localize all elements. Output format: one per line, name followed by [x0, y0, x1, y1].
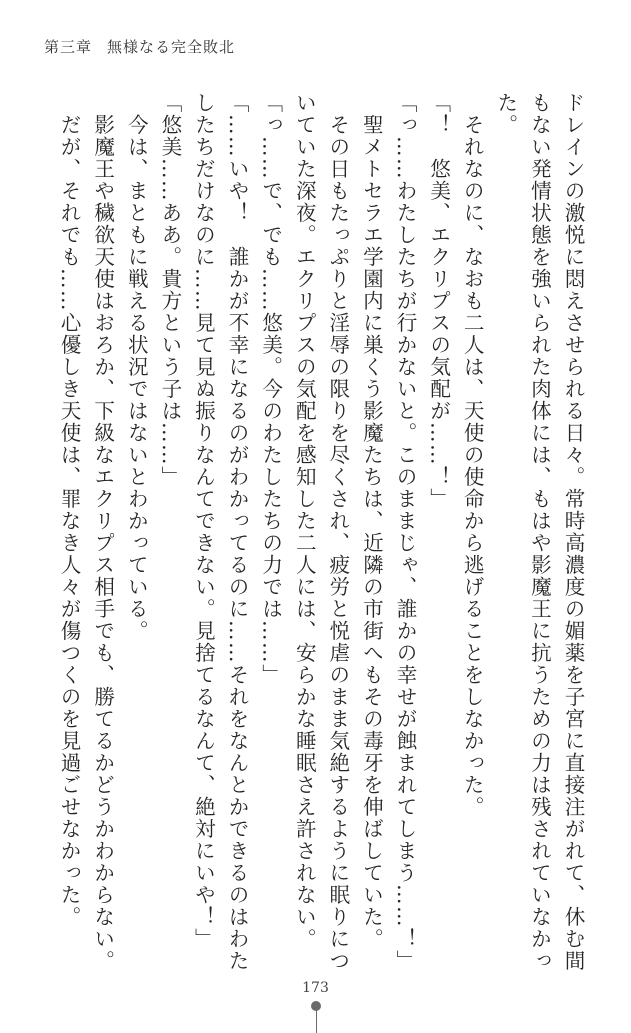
text-line: 「悠美……ああ。貴方という子は……」 [157, 92, 182, 488]
text-line: いていた深夜。エクリプスの気配を感知した二人には、安らかな睡眠さえ許されない。 [292, 92, 317, 950]
text-line: その日もたっぷりと淫辱の限りを尽くされ、疲労と悦虐のまま気絶するように眠りにつ [325, 92, 350, 972]
text-line: 「っ……わたしたちが行かないと。このままじゃ、誰かの幸せが蝕まれてしまう……！」 [393, 92, 418, 972]
text-line: 「！ 悠美、エクリプスの気配が……！」 [426, 92, 451, 510]
running-header [44, 36, 235, 57]
page-number: 173 [302, 980, 329, 996]
chapter-label: 第三章 [44, 38, 93, 56]
text-line: だが、それでも……心優しき天使は、罪なき人々が傷つくのを見過ごせなかった。 [57, 92, 82, 928]
page-marker-line [316, 1010, 317, 1033]
text-line: それなのに、なおも二人は、天使の使命から逃げることをしなかった。 [460, 92, 485, 818]
text-line: た。 [493, 92, 518, 136]
text-line: 「っ……で、でも……悠美。今のわたしたちの力では……」 [258, 92, 283, 686]
text-line: 聖メトセラエ学園内に巣くう影魔たちは、近隣の市街へもその毒牙を伸ばしていた。 [359, 92, 384, 950]
text-line: 今は、まともに戦える状況ではないとわかっている。 [124, 92, 149, 642]
text-line: 影魔王や穢欲天使はおろか、下級なエクリプス相手でも、勝てるかどうかわからない。 [90, 92, 115, 972]
text-line: したちだけなのに……見て見ぬ振りなんてできない。見捨てるなんて、絶対にいや！」 [191, 92, 216, 950]
text-line: 「……いや！ 誰かが不幸になるのがわかってるのに……それをなんとかできるのはわた [225, 92, 250, 972]
text-line: もない発情状態を強いられた肉体には、もはや影魔王に抗うための力は残されていなかっ [527, 92, 552, 972]
chapter-title: 無様なる完全敗北 [107, 38, 236, 56]
text-line: ドレインの激悦に悶えさせられる日々。常時高濃度の媚薬を子宮に直接注がれて、休む間 [561, 92, 585, 972]
vertical-text-body [52, 92, 590, 972]
